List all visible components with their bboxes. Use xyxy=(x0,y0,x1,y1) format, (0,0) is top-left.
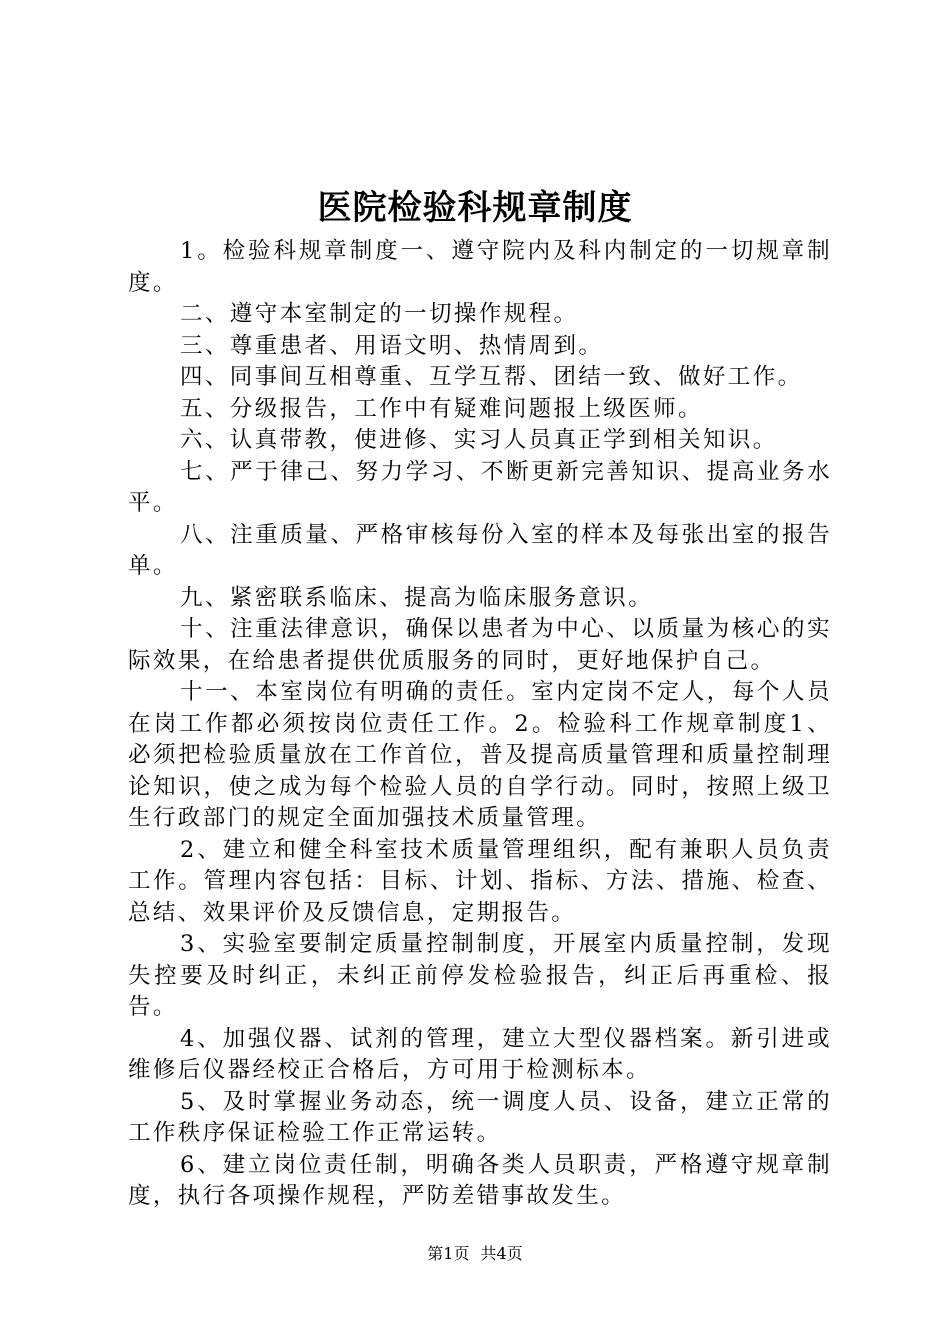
paragraph: 1。检验科规章制度一、遵守院内及科内制定的一切规章制度。 xyxy=(128,238,832,296)
paragraph: 六、认真带教，使进修、实习人员真正学到相关知识。 xyxy=(180,427,778,453)
page-number: 第1页 xyxy=(427,1244,470,1263)
page-footer xyxy=(0,1243,950,1265)
paragraph: 七、严于律己、努力学习、不断更新完善知识、提高业务水平。 xyxy=(128,458,832,516)
paragraph: 2、建立和健全科室技术质量管理组织，配有兼职人员负责工作。管理内容包括：目标、计划、指标、方法、措施、检查、总结、效果评价及反馈信息，定期报告。 xyxy=(128,836,832,926)
paragraph: 4、加强仪器、试剂的管理，建立大型仪器档案。新引进或维修后仪器经校正合格后，方可用于检测标本。 xyxy=(128,1025,832,1083)
page-total: 共4页 xyxy=(480,1244,523,1263)
paragraph: 三、尊重患者、用语文明、热情周到。 xyxy=(180,332,604,359)
paragraph: 八、注重质量、严格审核每份入室的样本及每张出室的报告单。 xyxy=(128,521,832,579)
paragraph: 十、注重法律意识，确保以患者为中心、以质量为核心的实际效果，在给患者提供优质服务的同时，更好地保护自己。 xyxy=(128,616,832,674)
paragraph: 3、实验室要制定质量控制制度，开展室内质量控制，发现失控要及时纠正，未纠正前停发检验报告，纠正后再重检、报告。 xyxy=(128,931,832,1020)
paragraph: 6、建立岗位责任制，明确各类人员职责，严格遵守规章制度，执行各项操作规程，严防差错事故发生。 xyxy=(128,1151,832,1209)
document-body xyxy=(128,236,832,1213)
paragraph: 四、同事间互相尊重、互学互帮、团结一致、做好工作。 xyxy=(180,364,803,390)
paragraph: 5、及时掌握业务动态，统一调度人员、设备，建立正常的工作秩序保证检验工作正常运转。 xyxy=(128,1088,832,1146)
paragraph: 九、紧密联系临床、提高为临床服务意识。 xyxy=(180,584,654,611)
paragraph: 五、分级报告，工作中有疑难问题报上级医师。 xyxy=(180,395,703,422)
paragraph: 二、遵守本室制定的一切操作规程。 xyxy=(180,301,579,327)
document-title: 医院检验科规章制度 xyxy=(317,188,633,228)
paragraph: 十一、本室岗位有明确的责任。室内定岗不定人，每个人员在岗工作都必须按岗位责任工作。2。检验科工作规章制度1、必须把检验质量放在工作首位，普及提高质量管理和质量控制理论知识，使之成为每个检验人员的自学行动。同时，按照上级卫生行政部门的规定全面加强技术质量管理。 xyxy=(128,679,832,831)
